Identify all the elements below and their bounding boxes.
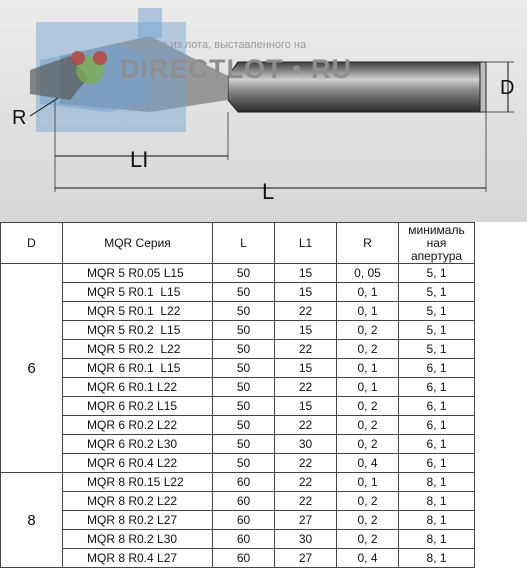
length-cell: 60 [213, 549, 275, 568]
l1-cell: 15 [275, 397, 337, 416]
length-cell: 50 [213, 397, 275, 416]
length-cell: 50 [213, 340, 275, 359]
aperture-cell: 6, 1 [399, 454, 475, 473]
radius-cell: 0, 05 [337, 264, 399, 283]
radius-cell: 0, 4 [337, 454, 399, 473]
aperture-cell: 6, 1 [399, 359, 475, 378]
table-row [1, 549, 475, 568]
header-aperture-line3: апертура [410, 248, 463, 263]
aperture-cell: 5, 1 [399, 283, 475, 302]
aperture-cell: 6, 1 [399, 378, 475, 397]
aperture-cell: 6, 1 [399, 397, 475, 416]
l-label: L [262, 179, 275, 204]
l1-cell: 30 [275, 435, 337, 454]
table-row [1, 492, 475, 511]
length-cell: 50 [213, 359, 275, 378]
aperture-cell: 6, 1 [399, 416, 475, 435]
table-row [1, 435, 475, 454]
spec-table [0, 222, 475, 568]
l1-cell: 15 [275, 321, 337, 340]
table-header-row [1, 223, 475, 264]
series-cell: MQR 6 R0.1 L15 [63, 359, 213, 378]
header-r: R [337, 223, 399, 264]
r-label: R [12, 107, 27, 129]
radius-cell: 0, 4 [337, 549, 399, 568]
radius-cell: 0, 1 [337, 302, 399, 321]
aperture-cell: 8, 1 [399, 511, 475, 530]
series-cell: MQR 5 R0.05 L15 [63, 264, 213, 283]
l1-cell: 27 [275, 549, 337, 568]
aperture-cell: 8, 1 [399, 492, 475, 511]
aperture-cell: 8, 1 [399, 530, 475, 549]
series-cell: MQR 6 R0.2 L22 [63, 416, 213, 435]
series-cell: MQR 6 R0.4 L22 [63, 454, 213, 473]
table-row [1, 454, 475, 473]
aperture-cell: 5, 1 [399, 302, 475, 321]
length-cell: 50 [213, 321, 275, 340]
table-row [1, 378, 475, 397]
table-row [1, 473, 475, 492]
series-cell: MQR 5 R0.2 L15 [63, 321, 213, 340]
radius-cell: 0, 1 [337, 473, 399, 492]
l1-cell: 22 [275, 416, 337, 435]
l1-cell: 15 [275, 283, 337, 302]
table-row [1, 283, 475, 302]
series-cell: MQR 6 R0.1 L22 [63, 378, 213, 397]
series-cell: MQR 5 R0.2 L22 [63, 340, 213, 359]
series-cell: MQR 8 R0.15 L22 [63, 473, 213, 492]
length-cell: 60 [213, 492, 275, 511]
watermark-brand: DIRECTLOT • RU [120, 54, 352, 84]
l1-label: LI [130, 147, 149, 172]
table-row [1, 530, 475, 549]
length-cell: 50 [213, 283, 275, 302]
l1-cell: 22 [275, 473, 337, 492]
table-row [1, 340, 475, 359]
diameter-group-cell: 8 [1, 473, 63, 568]
aperture-cell: 6, 1 [399, 435, 475, 454]
radius-cell: 0, 2 [337, 321, 399, 340]
l1-cell: 15 [275, 359, 337, 378]
length-cell: 60 [213, 511, 275, 530]
table-row [1, 302, 475, 321]
table-row [1, 264, 475, 283]
radius-cell: 0, 2 [337, 435, 399, 454]
header-l1: L1 [275, 223, 337, 264]
radius-cell: 0, 2 [337, 340, 399, 359]
l1-cell: 27 [275, 511, 337, 530]
length-cell: 50 [213, 454, 275, 473]
length-cell: 60 [213, 473, 275, 492]
radius-cell: 0, 2 [337, 492, 399, 511]
table-row [1, 416, 475, 435]
aperture-cell: 5, 1 [399, 321, 475, 340]
header-aperture-line2: ная [426, 235, 447, 250]
tool-end-face [480, 62, 486, 112]
l1-cell: 30 [275, 530, 337, 549]
radius-cell: 0, 2 [337, 530, 399, 549]
header-aperture [399, 223, 475, 264]
radius-cell: 0, 2 [337, 397, 399, 416]
length-cell: 50 [213, 435, 275, 454]
radius-cell: 0, 2 [337, 511, 399, 530]
diameter-group-cell: 6 [1, 264, 63, 473]
series-cell: MQR 8 R0.2 L30 [63, 530, 213, 549]
length-cell: 50 [213, 378, 275, 397]
l1-cell: 22 [275, 378, 337, 397]
table-row [1, 359, 475, 378]
length-cell: 50 [213, 302, 275, 321]
aperture-cell: 5, 1 [399, 340, 475, 359]
length-cell: 50 [213, 416, 275, 435]
header-l: L [213, 223, 275, 264]
header-aperture-line1: минималь [408, 222, 465, 237]
blue-overlay-tab [138, 8, 162, 38]
aperture-cell: 5, 1 [399, 264, 475, 283]
radius-cell: 0, 1 [337, 378, 399, 397]
aperture-cell: 8, 1 [399, 473, 475, 492]
radius-cell: 0, 1 [337, 359, 399, 378]
series-cell: MQR 6 R0.2 L30 [63, 435, 213, 454]
length-cell: 60 [213, 530, 275, 549]
radius-cell: 0, 1 [337, 283, 399, 302]
l1-cell: 15 [275, 264, 337, 283]
radius-cell: 0, 2 [337, 416, 399, 435]
series-cell: MQR 8 R0.2 L27 [63, 511, 213, 530]
length-cell: 50 [213, 264, 275, 283]
series-cell: MQR 5 R0.1 L15 [63, 283, 213, 302]
series-cell: MQR 8 R0.2 L22 [63, 492, 213, 511]
table-row [1, 321, 475, 340]
l1-cell: 22 [275, 492, 337, 511]
aperture-cell: 8, 1 [399, 549, 475, 568]
header-d: D [1, 223, 63, 264]
table-row [1, 397, 475, 416]
d-label: D [500, 77, 515, 99]
tool-drawing [0, 0, 527, 222]
l1-cell: 22 [275, 302, 337, 321]
table-row [1, 511, 475, 530]
series-cell: MQR 6 R0.2 L15 [63, 397, 213, 416]
series-cell: MQR 8 R0.4 L27 [63, 549, 213, 568]
table-body [1, 264, 475, 568]
l1-cell: 22 [275, 340, 337, 359]
header-series: MQR Серия [63, 223, 213, 264]
series-cell: MQR 5 R0.1 L22 [63, 302, 213, 321]
watermark-caption: это фото из лота, выставленного на [122, 39, 307, 51]
l1-cell: 22 [275, 454, 337, 473]
